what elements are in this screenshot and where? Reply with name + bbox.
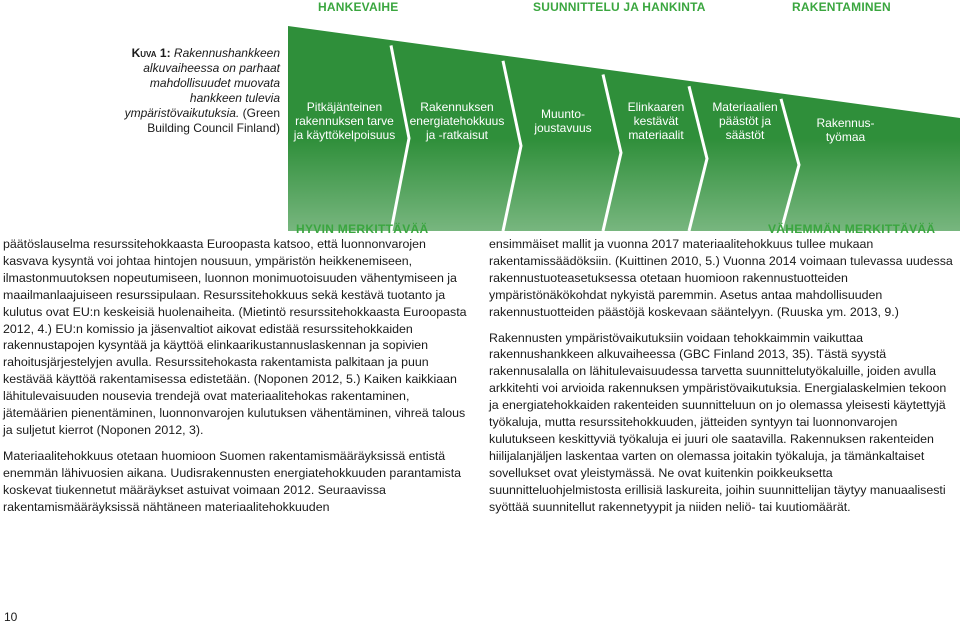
stage-label-line: kestävät	[633, 114, 679, 128]
stage-label-line: ja -ratkaisut	[425, 128, 489, 142]
figure-caption	[120, 46, 280, 136]
impact-high-label: HYVIN MERKITTÄVÄÄ	[296, 222, 429, 236]
phase-hankevaihe: HANKEVAIHE	[318, 0, 399, 14]
left-paragraph-2: Materiaalitehokkuus otetaan huomioon Suomen rakentamismääräyksissä entistä enemmän lähivuosien aikana. Uudisrakennusten energiatehokkuuden parantamista koskevat tiukennetut määräykset astuivat voimaan 2012. Seuraavissa rakentamismääräyksissä nähtäneen materiaalitehokkuuden	[3, 448, 462, 514]
stage-label-line: säästöt	[725, 128, 765, 142]
stage-label-line: päästöt ja	[718, 114, 772, 128]
stage-label-line: Materiaalien	[712, 100, 778, 114]
caption-label: Kuva 1:	[131, 46, 171, 60]
stage-label-line: materiaalit	[628, 128, 684, 142]
page-number: 10	[4, 610, 18, 624]
stage-label-line: rakennuksen tarve	[295, 114, 394, 128]
stage-label-line: Rakennus-	[816, 116, 875, 130]
stage-label-line: Rakennuksen	[420, 100, 494, 114]
left-paragraph-1: päätöslauselma resurssitehokkaasta Euroopasta katsoo, että luonnonvarojen kasvava kysyntä voi johtaa hintojen nousuun, ympäristön heikkenemiseen, ilmastonmuutoksen nopeutumiseen, luonnon monimuotoisuuden vähentymiseen ja maailmanlaajuiseen resurssipulaan. Resurssitehokkuus sekä kestävä tuotanto ja kulutus ovat EU:n keskeisiä huolenaiheita. (Mietintö resurssitehokkaasta Euroopasta 2012, 4.) EU:n komissio ja jäsenvaltiot aikovat edistää resurssitehokkaiden rakennustapojen kysyntää ja käyttöä elinkaarikustannuslaskennan ja sopivien rahoitusjärjestelyjen avulla. Resurssitehokasta rakentamista palkitaan ja puun kestävää käyttöä rakentamisessa edistetään. (Noponen 2012, 5.) Kaiken kaikkiaan lähitulevaisuuden nousevia trendejä ovat materiaalitehokas rakentaminen, jätemäärien pienentäminen, luonnonvarojen kulutuksen vähentäminen, vihreä talous ja suljetut kierrot (Noponen 2012, 3).	[3, 237, 467, 437]
caption-text: Rakennushankkeen alkuvaiheessa on parhaat mahdollisuudet muovata hankkeen tulevia ympäristövaikutuksia.	[124, 46, 280, 120]
stage-label-line: energiatehokkuus	[409, 114, 505, 128]
stage-label	[397, 100, 517, 142]
caption-source: (Green Building Council Finland)	[147, 106, 280, 135]
right-paragraph-1: ensimmäiset mallit ja vuonna 2017 materiaalitehokkuus tullee mukaan rakentamissäädöksiin. (Kuittinen 2010, 5.) Vuonna 2014 voimaan tulevassa uudessa rakennustuoteasetuksessa otetaan huomioon rakennustuotteiden ympäristönäkökohdat nykyistä paremmin. Asetus antaa mahdollisuuden rakennustuotteiden päästöjä koskevaan sääntelyyn. (Ruuska ym. 2013, 9.)	[489, 237, 953, 319]
phase-suunnittelu: SUUNNITTELU JA HANKINTA	[533, 0, 706, 14]
stage-label	[285, 100, 405, 142]
stage-label	[786, 116, 906, 144]
stage-label-line: joustavuus	[534, 121, 592, 135]
impact-low-label: VÄHEMMÄN MERKITTÄVÄÄ	[768, 222, 936, 236]
left-column	[3, 236, 471, 525]
right-paragraph-2: Rakennusten ympäristövaikutuksiin voidaan tehokkaimmin vaikuttaa rakennushankkeen alkuvaiheessa (GBC Finland 2013, 35). Tästä syystä rakennusalalla on lähitulevaisuudessa tarvetta suunnittelutyökaluille, joiden avulla arkkitehti voi arvioida rakennuksen ympäristövaikutuksia. Energialaskelmien tekoon ja energiatehokkaiden rakenteiden suunnitteluun on jo olemassa yleisesti käytettyjä työkaluja, mutta resurssitehokkuuden, jätteiden syntyyn tai luonnonvarojen kulutukseen keskittyviä työkaluja ei juuri ole saatavilla. Rakennuksen rakenteiden hiilijalanjäljen laskentaa varten on olemassa joitakin työkaluja, ja tämänkaltaiset sovellukset ovat yleistymässä. Ne ovat kuitenkin poikkeuksetta suunnitteluohjelmistosta erillisiä laskureita, joihin suunnittelijan täytyy manuaalisesti syöttää suunnitellut rakennetyypit ja niiden neliö- tai kuutiomäärät.	[489, 330, 947, 514]
stage-label-line: Pitkäjänteinen	[306, 100, 383, 114]
stage-label-line: Elinkaaren	[627, 100, 685, 114]
stage-label-line: Muunto-	[540, 107, 586, 121]
phase-rakentaminen: RAKENTAMINEN	[792, 0, 891, 14]
stage-label-line: työmaa	[825, 130, 866, 144]
right-column	[489, 236, 957, 525]
stage-label-line: ja käyttökelpoisuus	[293, 128, 396, 142]
